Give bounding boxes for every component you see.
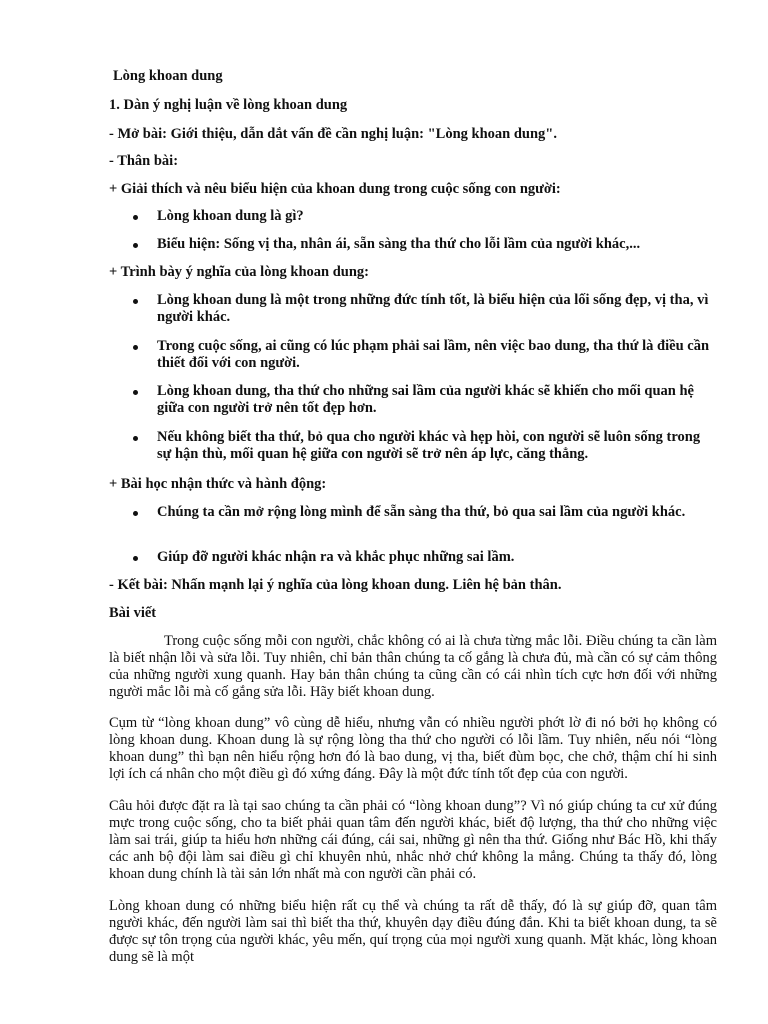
essay-paragraph-3: Câu hỏi được đặt ra là tại sao chúng ta cần phải có “lòng khoan dung”? Vì nó giúp chúng ta cư xử đúng mực trong cuộc sống, cho ta biết phải quan tâm đến người khác, biết độ lượng, tha thứ cho những việc làm sai trái, giúp ta hiểu hơn những cái đúng, cái sai, những gì nên tha thứ. Giống như Bác Hồ, khi thấy các anh bộ đội làm sai điều gì chỉ khuyên nhủ, nhắc nhở chứ không la mắng. Chúng ta thấy đó, lòng khoan dung chính là tài sản lớn nhất mà con người cần phải có. — [109, 798, 717, 882]
outline-heading: 1. Dàn ý nghị luận về lòng khoan dung — [109, 97, 348, 113]
list-item: Giúp đỡ người khác nhận ra và khắc phục những sai lầm. — [157, 549, 717, 566]
ket-bai-line: - Kết bài: Nhấn mạnh lại ý nghĩa của lòng khoan dung. Liên hệ bản thân. — [109, 577, 562, 593]
doc-title: Lòng khoan dung — [113, 68, 223, 84]
list-item: Trong cuộc sống, ai cũng có lúc phạm phải sai lầm, nên việc bao dung, tha thứ là điều cần thiết đối với con người. — [157, 338, 717, 372]
list-item: Biểu hiện: Sống vị tha, nhân ái, sẵn sàng tha thứ cho lỗi lầm của người khác,... — [157, 236, 717, 253]
essay-paragraph-1: Trong cuộc sống mỗi con người, chắc không có ai là chưa từng mắc lỗi. Điều chúng ta cần làm là biết nhận lỗi và sửa lỗi. Tuy nhiên, chỉ bản thân chúng ta cố gắng là chưa đủ, mà cần có sự cảm thông của những người xung quanh. Hay bản thân chúng ta cũng cần có cái nhìn tích cực hơn đối với những người mắc lỗi mà cố gắng sửa lỗi. Hãy biết khoan dung. — [109, 633, 717, 700]
section-1-heading: + Giải thích và nêu biểu hiện của khoan dung trong cuộc sống con người: — [109, 181, 561, 197]
list-item: Lòng khoan dung, tha thứ cho những sai lầm của người khác sẽ khiến cho mối quan hệ giữa con người trở nên tốt đẹp hơn. — [157, 383, 717, 417]
list-item: Chúng ta cần mở rộng lòng mình để sẵn sàng tha thứ, bỏ qua sai lầm của người khác. — [157, 504, 717, 521]
mo-bai-line: - Mở bài: Giới thiệu, dẫn dắt vấn đề cần nghị luận: "Lòng khoan dung". — [109, 126, 557, 142]
bai-viet-heading: Bài viết — [109, 605, 157, 621]
than-bai-line: - Thân bài: — [109, 153, 179, 169]
essay-paragraph-4: Lòng khoan dung có những biểu hiện rất cụ thể và chúng ta rất dễ thấy, đó là sự giúp đỡ, quan tâm người khác, đến người làm sai thì biết tha thứ, khuyên dạy điều đúng đắn. Khi ta biết khoan dung, ta sẽ được sự tôn trọng của người khác, yêu mến, quí trọng của mọi người xung quanh. Mặt khác, lòng khoan dung sẽ là một — [109, 898, 717, 965]
section-3-heading: + Bài học nhận thức và hành động: — [109, 476, 327, 492]
list-item: Lòng khoan dung là gì? — [157, 208, 717, 225]
essay-paragraph-2: Cụm từ “lòng khoan dung” vô cùng dễ hiểu, nhưng vẫn có nhiều người phớt lờ đi nó bởi họ không có lòng khoan dung. Khoan dung là sự rộng lòng tha thứ cho người có lỗi lầm. Tuy nhiên, nếu nói “lòng khoan dung” thì bạn nên hiểu rộng hơn đó là bao dung, vị tha, biết đùm bọc, che chở, thậm chí hi sinh lợi ích cá nhân cho một điều gì đó xứng đáng. Đây là một đức tính tốt đẹp của con người. — [109, 715, 717, 782]
section-2-heading: + Trình bày ý nghĩa của lòng khoan dung: — [109, 264, 369, 280]
list-item: Lòng khoan dung là một trong những đức tính tốt, là biểu hiện của lối sống đẹp, vị tha, vì người khác. — [157, 292, 717, 326]
list-item: Nếu không biết tha thứ, bỏ qua cho người khác và hẹp hòi, con người sẽ luôn sống trong sự hận thù, mối quan hệ giữa con người sẽ trở nên áp lực, căng thẳng. — [157, 429, 717, 463]
